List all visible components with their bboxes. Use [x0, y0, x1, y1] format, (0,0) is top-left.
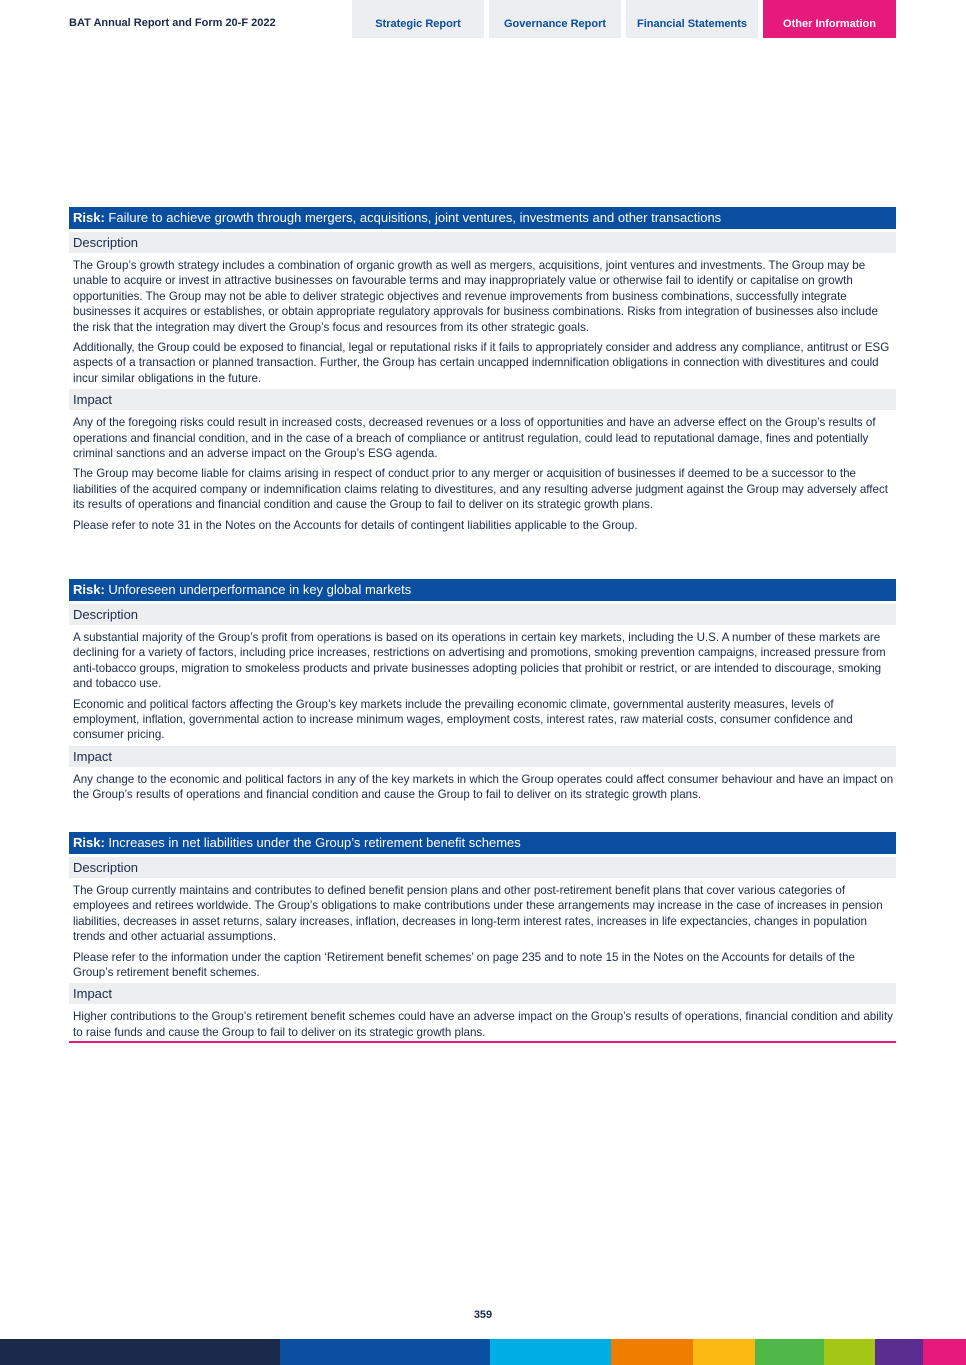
risk-section-retirement-benefits [69, 832, 896, 1040]
risk-title: Unforeseen underperformance in key global markets [108, 582, 412, 597]
stripe-segment [755, 1339, 824, 1365]
description-paragraph: Economic and political factors affecting the Group’s key markets include the prevailing economic climate, governmental austerity measures, levels of employment, inflation, governmental action to increase minimum wages, employment costs, interest rates, raw material costs, consumer confidence and consumer pricing. [73, 697, 853, 742]
stripe-segment [490, 1339, 611, 1365]
risk-prefix: Risk: [73, 582, 105, 597]
tab-financial-statements[interactable]: Financial Statements [626, 0, 758, 38]
description-paragraph: A substantial majority of the Group’s profit from operations is based on its operations in certain key markets, including the U.S. A number of these markets are declining for a variety of factors, including price increases, restrictions on advertising and promotions, smoking prevention campaigns, increased pressure from anti-tobacco groups, migration to smokeless products and private businesses adopting policies that prohibit or restrict, or are intended to discourage, smoking and tobacco use. [73, 631, 886, 691]
document-title: BAT Annual Report and Form 20-F 2022 [69, 17, 276, 29]
impact-paragraph: The Group may become liable for claims arising in respect of conduct prior to any merger or acquisition of businesses if deemed to be a successor to the liabilities of the acquired company or indemnification claims relating to divestitures, and any resulting adverse judgment against the Group may adversely affect its results of operations and financial condition and cause the Group to fail to deliver on its strategic growth plans. [73, 467, 888, 512]
risk-title-bar [69, 832, 896, 854]
stripe-segment [923, 1339, 966, 1365]
risk-prefix: Risk: [73, 835, 105, 850]
page-number: 359 [473, 1309, 493, 1321]
tab-strategic-report[interactable]: Strategic Report [352, 0, 484, 38]
description-heading: Description [69, 857, 896, 878]
footer-color-stripe [0, 1339, 966, 1365]
stripe-segment [0, 1339, 280, 1365]
risk-title: Failure to achieve growth through mergers, acquisitions, joint ventures, investments and other transactions [108, 210, 722, 225]
tab-other-information[interactable]: Other Information [763, 0, 896, 38]
impact-heading: Impact [69, 983, 896, 1004]
risk-section-mergers [69, 207, 896, 533]
section-end-rule [69, 1041, 896, 1043]
impact-paragraph: Please refer to note 31 in the Notes on the Accounts for details of contingent liabilities applicable to the Group. [73, 518, 638, 532]
stripe-segment [280, 1339, 490, 1365]
description-heading: Description [69, 232, 896, 253]
tab-governance-report[interactable]: Governance Report [489, 0, 621, 38]
impact-paragraph: Any of the foregoing risks could result in increased costs, decreased revenues or a loss of opportunities and have an adverse effect on the Group’s results of operations and financial condition, and in the case of a breach of compliance or antitrust regulation, could lead to reputational damage, fines and potentially criminal sanctions and an adverse impact on the Group’s ESG agenda. [73, 416, 876, 461]
stripe-segment [611, 1339, 693, 1365]
impact-heading: Impact [69, 746, 896, 767]
risk-prefix: Risk: [73, 210, 105, 225]
impact-paragraph: Any change to the economic and political factors in any of the key markets in which the Group operates could affect consumer behaviour and have an impact on the Group’s results of operations and financial condition and cause the Group to fail to deliver on its strategic growth plans. [73, 772, 894, 802]
risk-title: Increases in net liabilities under the Group’s retirement benefit schemes [108, 835, 521, 850]
description-paragraph: The Group’s growth strategy includes a combination of organic growth as well as mergers, acquisitions, joint ventures and investments. The Group may be unable to acquire or invest in attractive businesses on favourable terms and may inappropriately value or otherwise fail to identify or capitalise on growth opportunities. The Group may not be able to deliver strategic objectives and revenue improvements from business combinations, successfully integrate businesses it acquires or establishes, or obtain appropriate regulatory approvals for business combinations. Risks from integration of businesses also include the risk that the integration may divert the Group’s focus and resources from its other strategic goals. [73, 259, 878, 334]
description-paragraph: The Group currently maintains and contributes to defined benefit pension plans and other post-retirement benefit plans that cover various categories of employees and retirees worldwide. The Group’s obligations to make contributions under these arrangements may increase in the case of increases in pension liabilities, decreases in asset returns, salary increases, inflation, decreases in long-term interest rates, increases in life expectancies, changes in population trends and other actuarial assumptions. [73, 884, 883, 944]
impact-heading: Impact [69, 389, 896, 410]
risk-section-key-markets [69, 579, 896, 803]
risk-title-bar [69, 579, 896, 601]
description-paragraph: Please refer to the information under the caption ‘Retirement benefit schemes’ on page 235 and to note 15 in the Notes on the Accounts for details of the Group’s retirement benefit schemes. [73, 950, 855, 980]
description-paragraph: Additionally, the Group could be exposed to financial, legal or reputational risks if it fails to appropriately consider and address any compliance, antitrust or ESG aspects of a transaction or planned transaction. Further, the Group has certain uncapped indemnification obligations in connection with divestitures and could incur similar obligations in the future. [73, 341, 890, 385]
stripe-segment [875, 1339, 923, 1365]
impact-paragraph: Higher contributions to the Group’s retirement benefit schemes could have an adverse impact on the Group’s results of operations, financial condition and ability to raise funds and cause the Group to fail to deliver on its strategic growth plans. [73, 1010, 893, 1039]
top-navigation [0, 0, 966, 38]
stripe-segment [693, 1339, 755, 1365]
stripe-segment [824, 1339, 875, 1365]
description-heading: Description [69, 604, 896, 625]
risk-title-bar [69, 207, 896, 229]
